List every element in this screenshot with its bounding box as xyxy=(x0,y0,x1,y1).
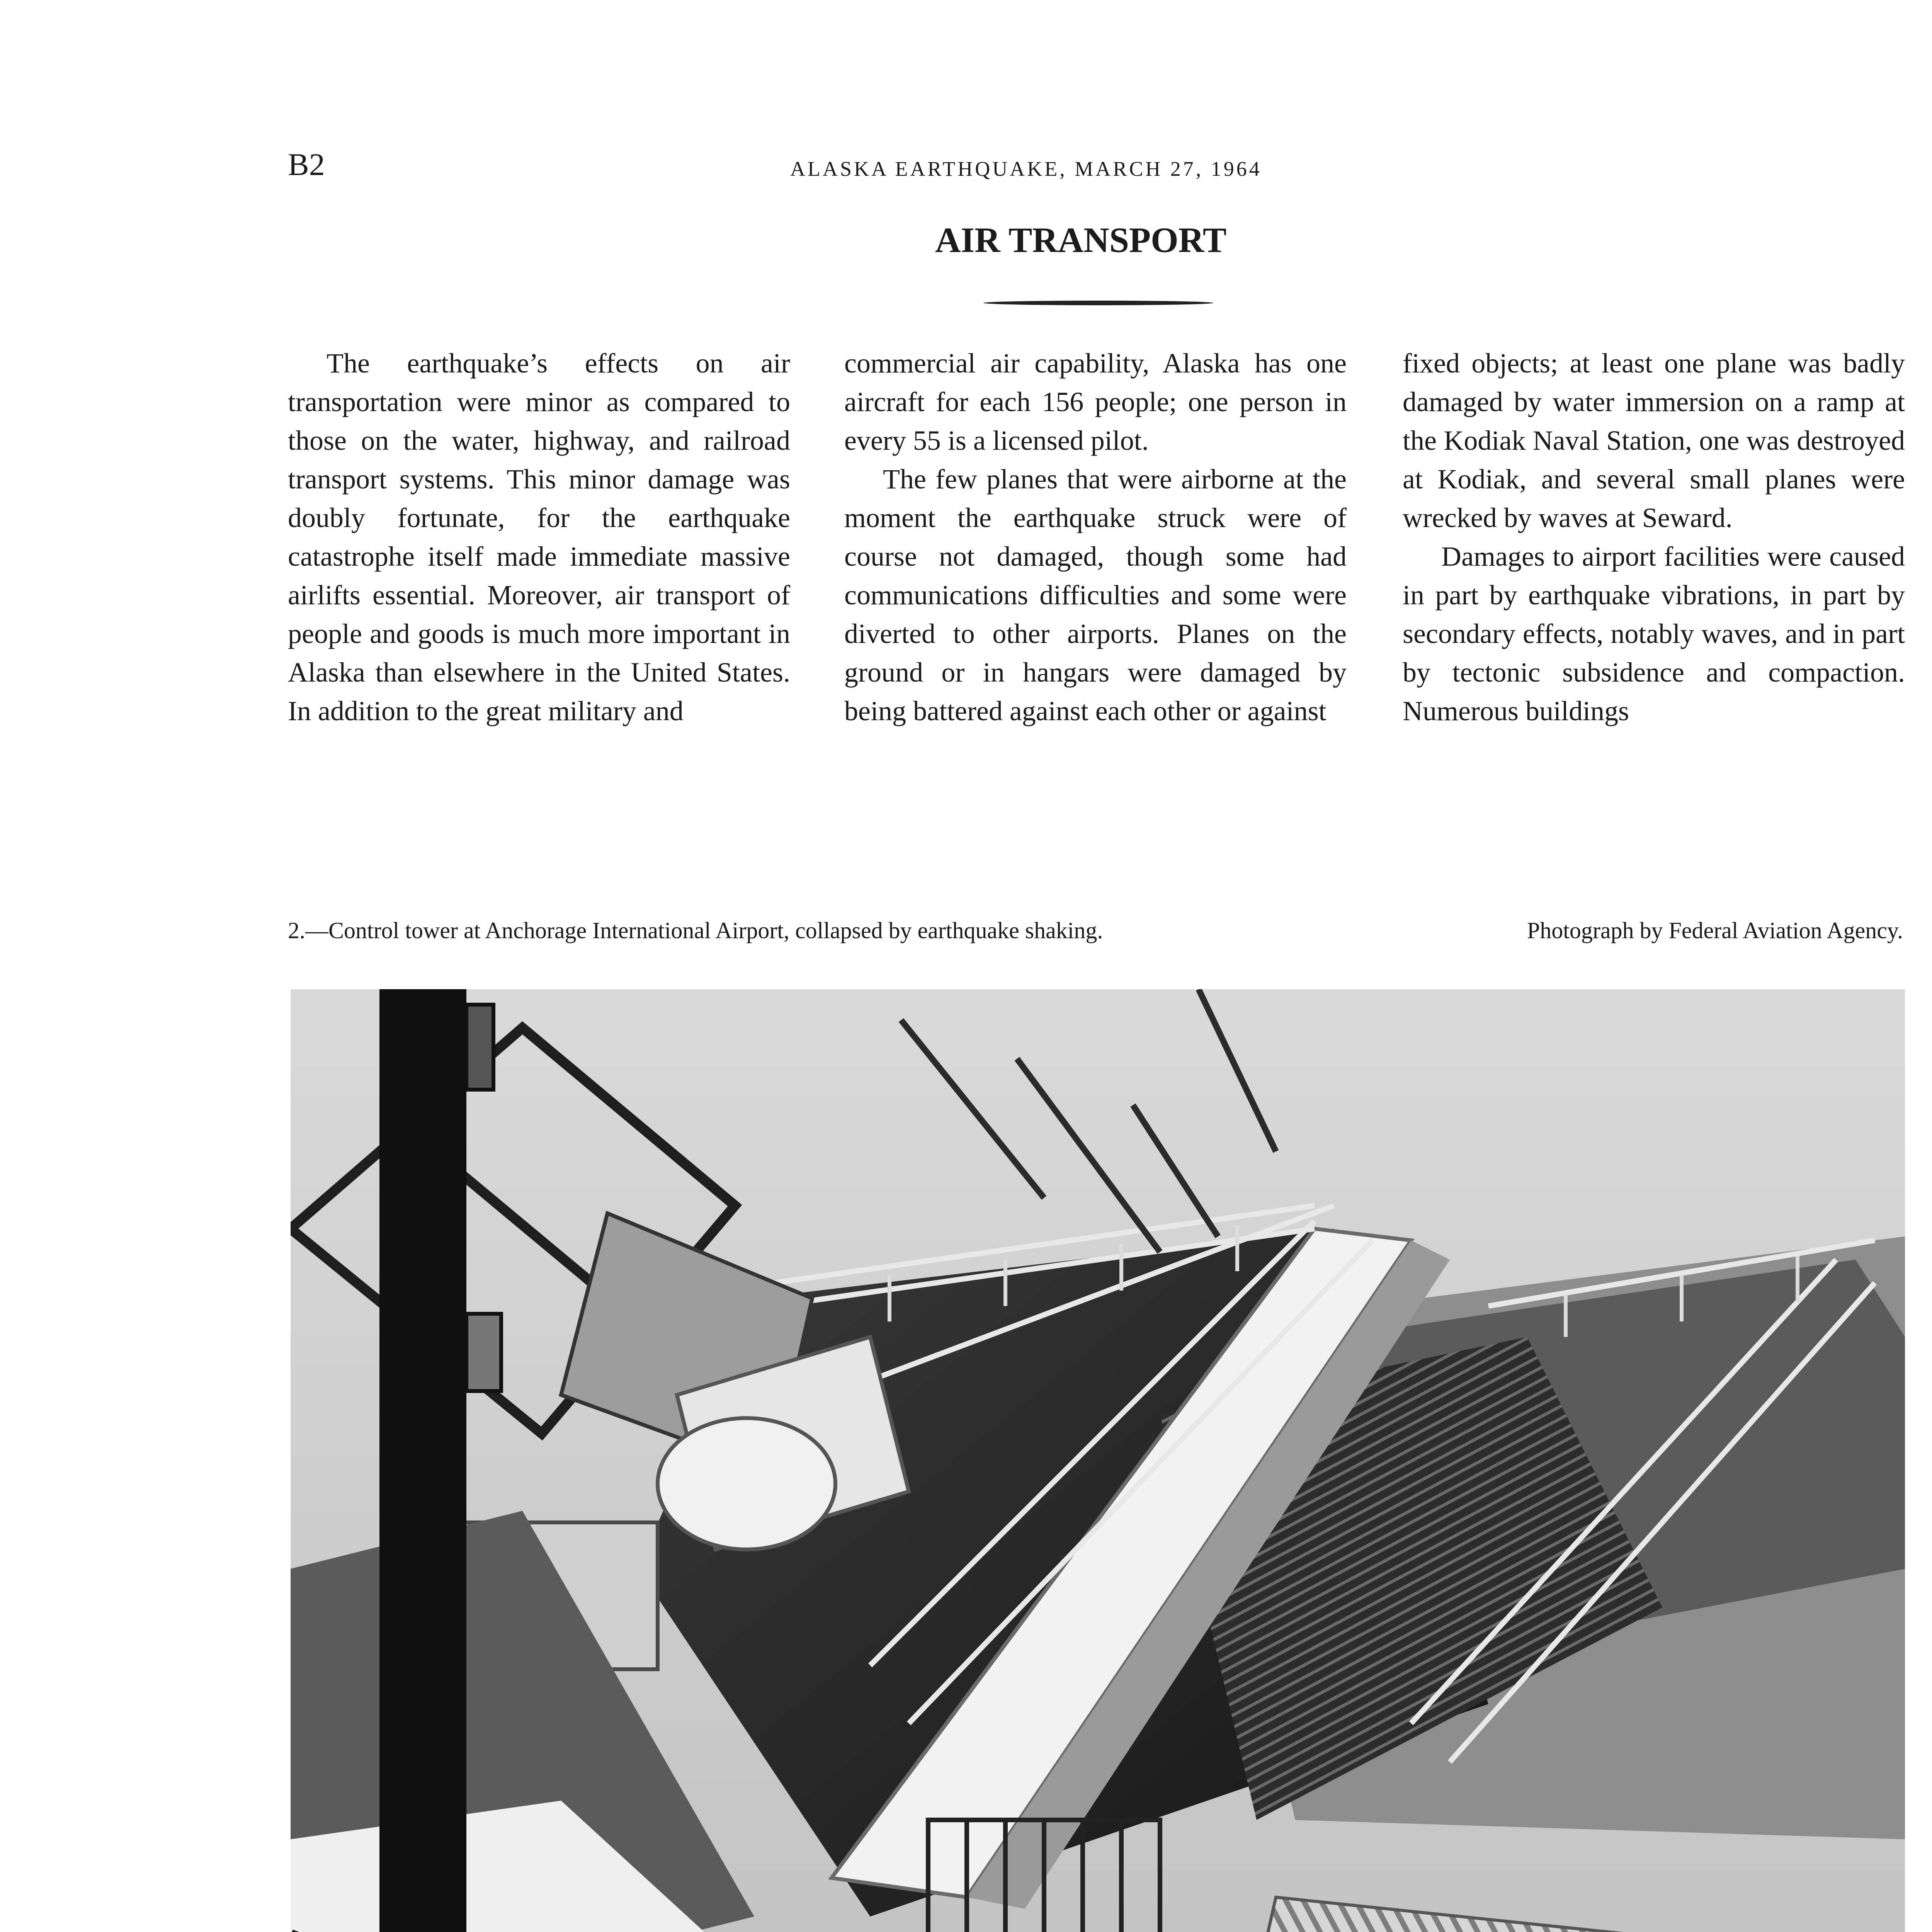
page-number: B2 xyxy=(288,147,325,182)
paragraph: The earthquake’s effects on air transportation were minor as compared to those on the water, highway, and railroad transport systems. This minor damage was doubly fortunate, for the earthquake catastrophe itself made immediate massive airlifts essential. Moreover, air transport of people and goods is much more important in Alaska than elsewhere in the United States. In addition to the great military and xyxy=(288,348,790,726)
text-column-1 xyxy=(288,344,790,730)
paragraph: Damages to airport facilities were caused in part by earthquake vibrations, in part by secondary effects, notably waves, and in part by tectonic subsidence and compaction. Numerous buildings xyxy=(1403,541,1905,726)
paragraph: The few planes that were airborne at the moment the earthquake struck were of course not damaged, though some had communications difficulties and some were diverted to other airports. Planes on the ground or in hangars were damaged by being battered against each other or against xyxy=(844,464,1347,726)
running-head: ALASKA EARTHQUAKE, MARCH 27, 1964 xyxy=(790,157,1262,180)
figure-caption: 2.—Control tower at Anchorage International Airport, collapsed by earthquake shaking. xyxy=(288,918,1103,943)
figure-credit: Photograph by Federal Aviation Agency. xyxy=(1527,918,1903,943)
paragraph: fixed objects; at least one plane was badly damaged by water immersion on a ramp at the Kodiak Naval Station, one was destroyed at Kodiak, and several small planes were wrecked by waves at Seward. xyxy=(1403,348,1905,533)
collapsed-control-tower-photo xyxy=(291,989,1905,1932)
title-rule xyxy=(983,301,1213,305)
paragraph: commercial air capability, Alaska has one aircraft for each 156 people; one person in every 55 is a licensed pilot. xyxy=(844,348,1347,456)
text-column-3 xyxy=(1403,344,1905,730)
section-title: AIR TRANSPORT xyxy=(935,220,1227,260)
text-column-2 xyxy=(844,344,1347,730)
